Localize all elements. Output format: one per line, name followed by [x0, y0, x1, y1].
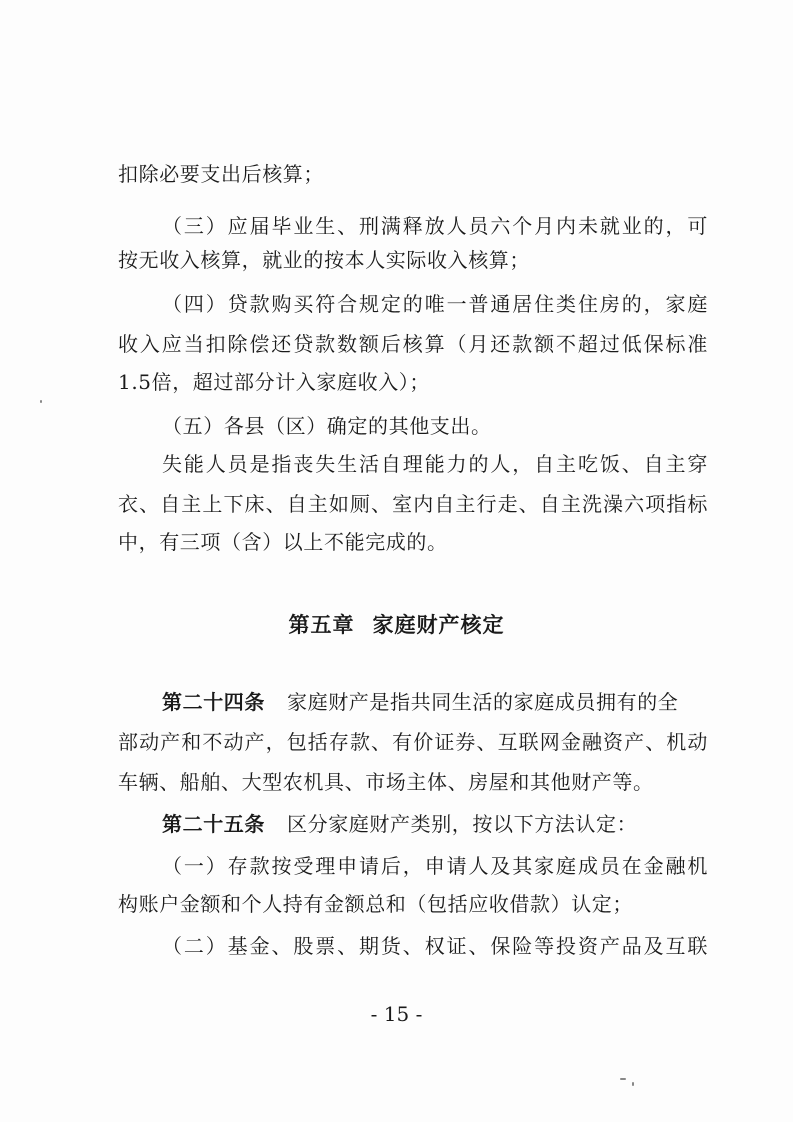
article-label: 第二十四条	[162, 690, 265, 714]
text-line: 收入应当扣除偿还贷款数额后核算（月还款额不超过低保标准	[118, 332, 708, 356]
text-line: （五）各县（区）确定的其他支出。	[162, 414, 492, 438]
article-25-first-line	[162, 810, 708, 838]
text-line: 衣、自主上下床、自主如厕、室内自主行走、自主洗澡六项指标	[118, 492, 708, 516]
article-text: 家庭财产是指共同生活的家庭成员拥有的全	[287, 690, 679, 714]
page-number: - 15 -	[370, 1002, 423, 1026]
text-line: （二）基金、股票、期货、权证、保险等投资产品及互联	[162, 934, 708, 958]
text-line: 失能人员是指丧失生活自理能力的人，自主吃饭、自主穿	[162, 452, 708, 476]
text-line: 中，有三项（含）以上不能完成的。	[118, 530, 448, 554]
text-line: 按无收入核算，就业的按本人实际收入核算；	[118, 248, 530, 272]
scan-speck	[620, 1078, 626, 1080]
article-text: 区分家庭财产类别，按以下方法认定：	[287, 812, 638, 836]
chapter-number: 第五章	[288, 613, 355, 637]
text-line: （四）贷款购买符合规定的唯一普通居住类住房的，家庭	[162, 292, 708, 316]
text-line: 车辆、船舶、大型农机具、市场主体、房屋和其他财产等。	[118, 770, 654, 794]
text-line: 部动产和不动产，包括存款、有价证券、互联网金融资产、机动	[118, 730, 708, 754]
text-line: 1.5倍，超过部分计入家庭收入）；	[118, 370, 431, 394]
scan-speck	[632, 1082, 634, 1086]
chapter-heading	[0, 610, 793, 640]
scan-speck	[40, 400, 42, 403]
text-line: 构账户金额和个人持有金额总和（包括应收借款）认定；	[118, 892, 633, 916]
chapter-title: 家庭财产核定	[372, 613, 505, 637]
article-label: 第二十五条	[162, 812, 265, 836]
text-line: （一）存款按受理申请后，申请人及其家庭成员在金融机	[162, 854, 708, 878]
text-line: （三）应届毕业生、刑满释放人员六个月内未就业的，可	[162, 214, 708, 238]
article-24-first-line	[162, 688, 708, 716]
text-line: 扣除必要支出后核算；	[118, 162, 324, 186]
